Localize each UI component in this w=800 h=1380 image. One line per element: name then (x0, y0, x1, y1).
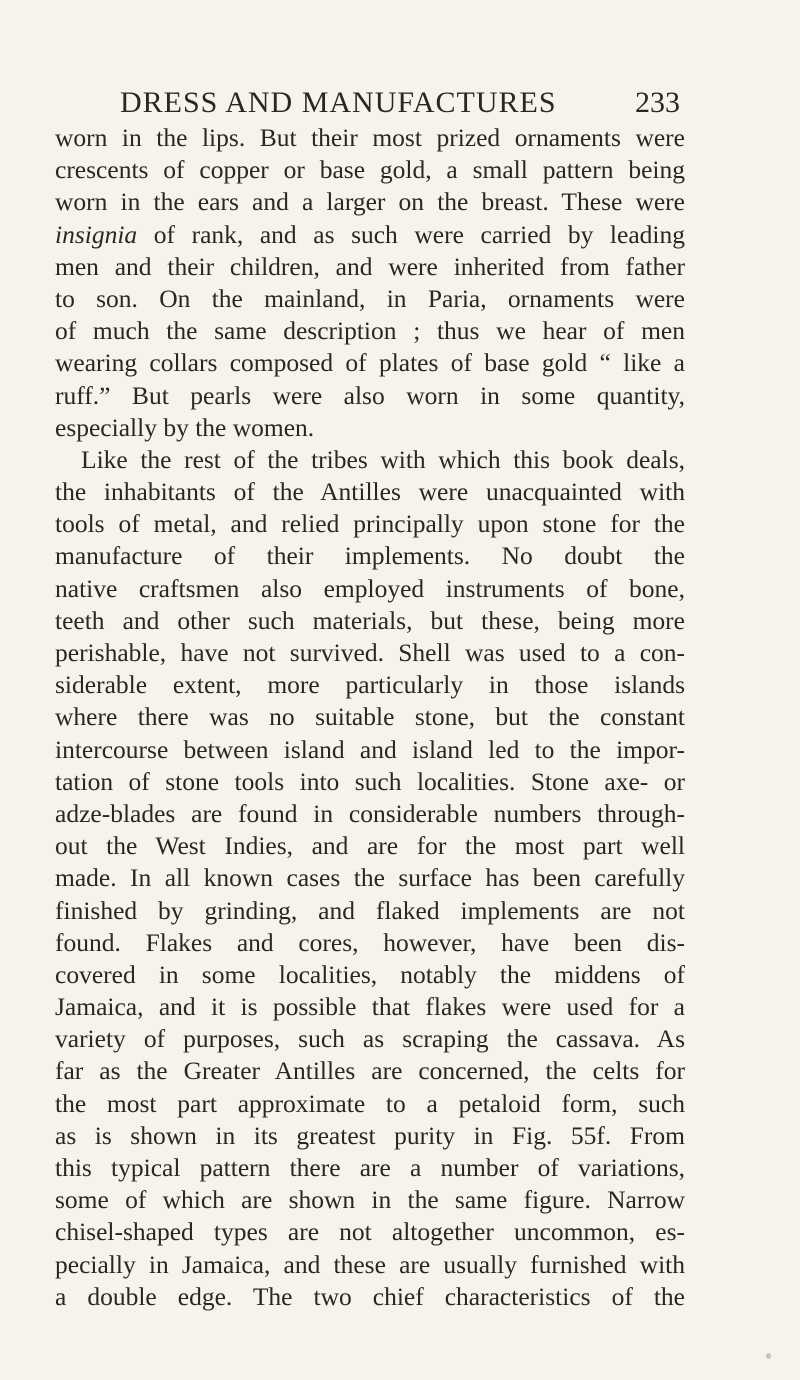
text-line-4 (55, 219, 685, 251)
text-line-11: Like the rest of the tribes with which this book deals, (81, 444, 685, 474)
text-line-25: finished by grinding, and flaked implements are not (55, 895, 685, 925)
text-line-21: tation of stone tools into such localities. Stone axe- or (55, 766, 685, 796)
text-line-10: especially by the women. (55, 412, 315, 442)
text-line-20: intercourse between island and island led to the impor- (55, 734, 685, 764)
text-line-4-rest: of rank, and as such were carried by leading (137, 219, 685, 249)
body-text (55, 122, 685, 1313)
text-line-35: chisel-shaped types are not altogether uncommon, es- (55, 1217, 685, 1247)
text-line-18: siderable extent, more particularly in those islands (55, 670, 685, 700)
running-head (120, 86, 680, 126)
text-line-19: where there was no suitable stone, but the constant (55, 702, 685, 732)
text-line-31: the most part approximate to a petaloid form, such (55, 1088, 685, 1118)
italic-insignia: insignia (55, 219, 138, 249)
text-line-36: pecially in Jamaica, and these are usually furnished with (55, 1249, 685, 1279)
paper-speck (766, 1353, 771, 1359)
text-line-26: found. Flakes and cores, however, have been dis- (55, 927, 685, 957)
page-number: 233 (635, 86, 680, 119)
text-line-29: variety of purposes, such as scraping the cassava. As (55, 1024, 685, 1054)
text-line-32: as is shown in its greatest purity in Fig. 55f. From (55, 1120, 685, 1150)
running-title: DRESS AND MANUFACTURES (120, 86, 557, 119)
text-line-3: worn in the ears and a larger on the breast. These were (55, 187, 685, 217)
text-line-15: native craftsmen also employed instruments of bone, (55, 573, 685, 603)
text-line-12: the inhabitants of the Antilles were unacquainted with (55, 477, 685, 507)
text-line-5: men and their children, and were inherited from father (55, 251, 685, 281)
text-line-13: tools of metal, and relied principally upon stone for the (55, 509, 685, 539)
text-line-37: a double edge. The two chief characteristics of the (55, 1281, 685, 1311)
text-line-2: crescents of copper or base gold, a small pattern being (55, 155, 685, 185)
text-line-33: this typical pattern there are a number of variations, (55, 1153, 685, 1182)
text-line-9: ruff.” But pearls were also worn in some quantity, (55, 380, 685, 410)
text-line-17: perishable, have not survived. Shell was used to a con- (55, 638, 685, 667)
text-line-24: made. In all known cases the surface has been carefully (55, 863, 685, 893)
text-line-23: out the West Indies, and are for the most part well (55, 831, 685, 861)
text-line-6: to son. On the mainland, in Paria, ornaments were (55, 283, 685, 313)
text-line-8: wearing collars composed of plates of base gold “ like a (55, 348, 685, 378)
text-line-16: teeth and other such materials, but these, being more (55, 605, 685, 635)
text-line-22: adze-blades are found in considerable numbers through- (55, 798, 685, 828)
text-line-28: Jamaica, and it is possible that flakes were used for a (55, 992, 685, 1022)
text-line-1: worn in the lips. But their most prized ornaments were (55, 123, 685, 152)
text-line-7: of much the same description ; thus we hear of men (55, 316, 685, 346)
text-line-14: manufacture of their implements. No doubt the (55, 541, 685, 571)
text-line-30: far as the Greater Antilles are concerned, the celts for (55, 1056, 685, 1086)
text-line-34: some of which are shown in the same figure. Narrow (55, 1185, 685, 1215)
text-line-27: covered in some localities, notably the middens of (55, 959, 685, 989)
